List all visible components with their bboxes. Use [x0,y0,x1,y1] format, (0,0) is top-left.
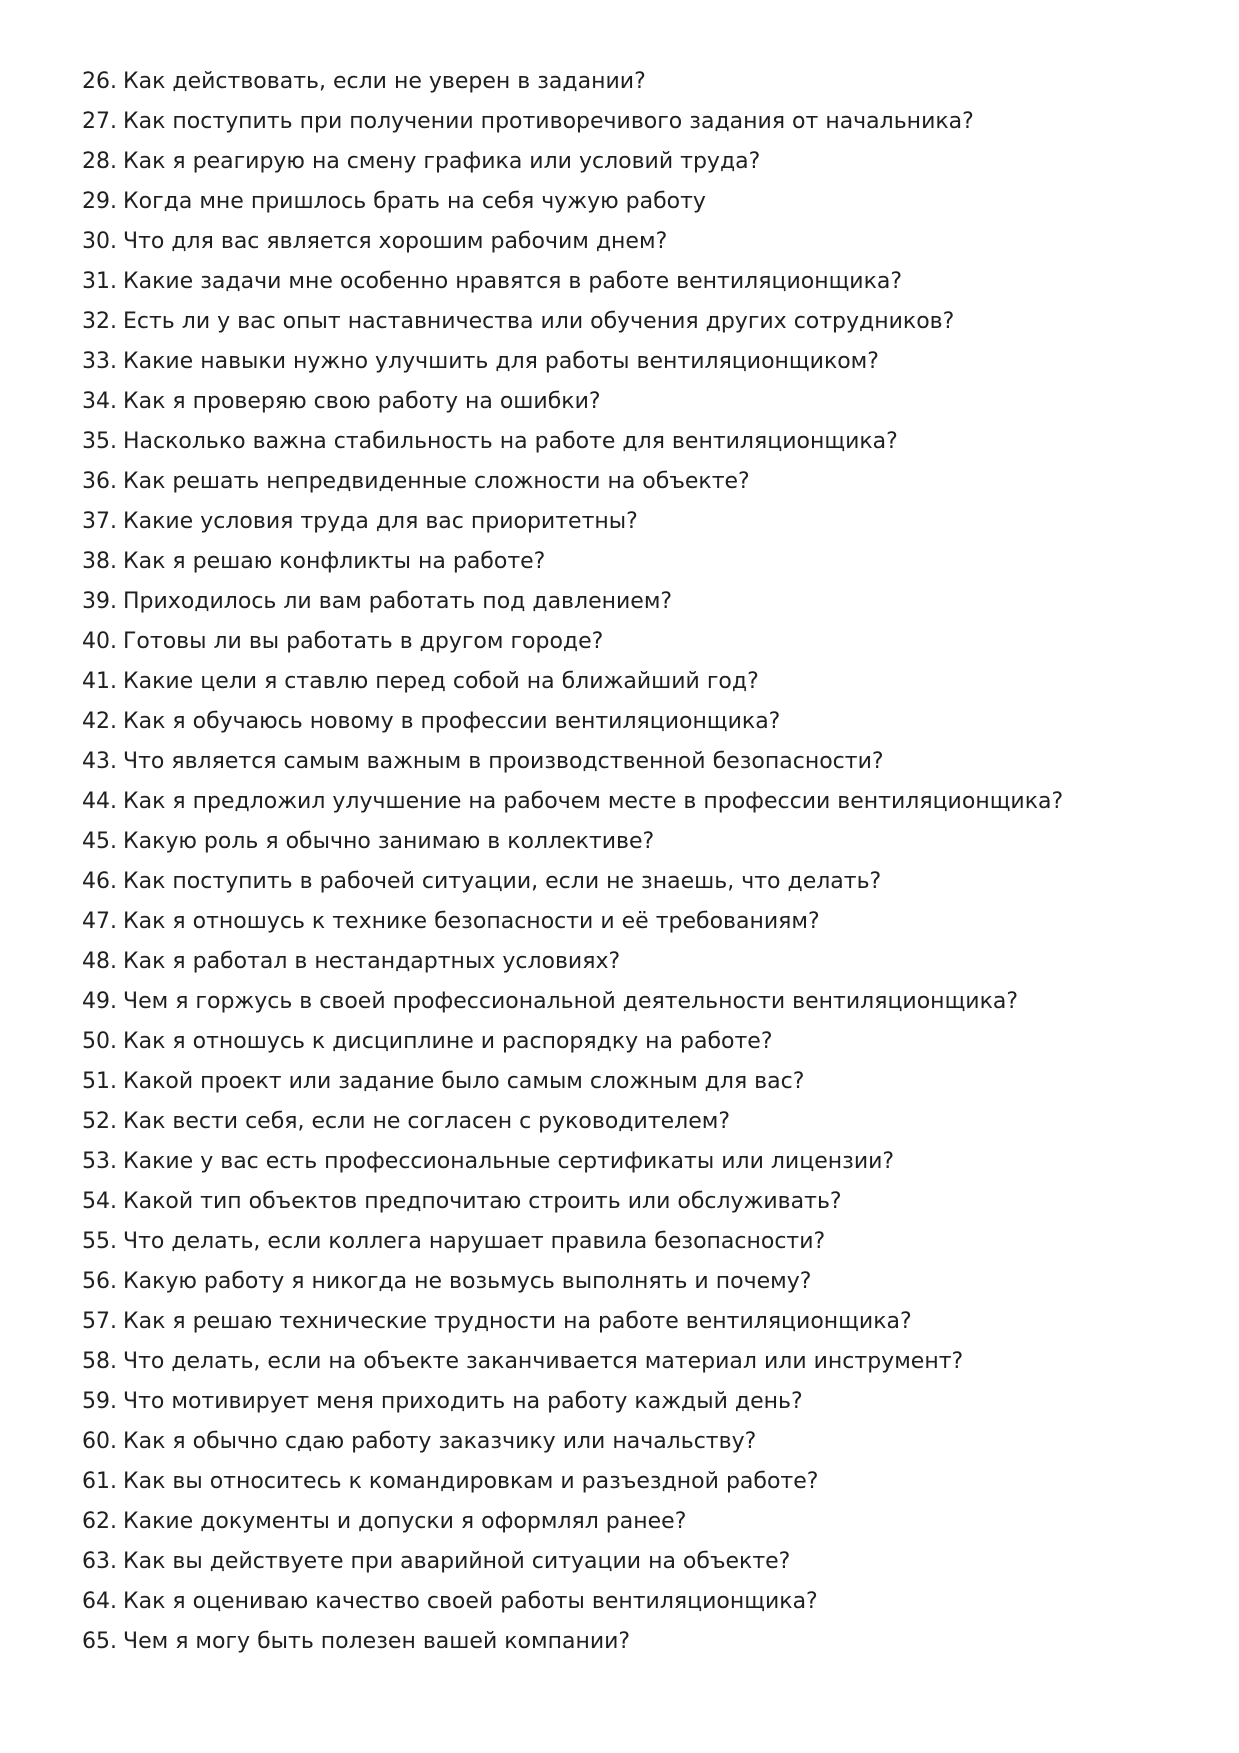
question-number: 44. [82,789,117,814]
question-item [82,542,1202,582]
question-number: 35. [82,429,117,454]
question-text: Как я отношусь к технике безопасности и её требованиям? [123,909,820,934]
question-number: 37. [82,509,117,534]
question-item [82,902,1202,942]
question-item [82,222,1202,262]
question-number: 32. [82,309,117,334]
question-number: 41. [82,669,117,694]
question-item [82,1142,1202,1182]
question-item [82,822,1202,862]
question-item [82,422,1202,462]
question-number: 56. [82,1269,117,1294]
question-number: 45. [82,829,117,854]
question-item [82,262,1202,302]
question-number: 55. [82,1229,117,1254]
question-text: Как я решаю технические трудности на работе вентиляционщика? [123,1309,912,1334]
question-item [82,342,1202,382]
question-item [82,1502,1202,1542]
question-item [82,782,1202,822]
question-text: Когда мне пришлось брать на себя чужую работу [123,189,706,214]
question-item [82,742,1202,782]
question-number: 43. [82,749,117,774]
question-item [82,502,1202,542]
question-text: Как поступить в рабочей ситуации, если не знаешь, что делать? [123,869,882,894]
question-item [82,1622,1202,1662]
question-number: 60. [82,1429,117,1454]
question-item [82,62,1202,102]
question-text: Как я отношусь к дисциплине и распорядку на работе? [123,1029,773,1054]
question-item [82,382,1202,422]
question-text: Какие у вас есть профессиональные сертификаты или лицензии? [123,1149,895,1174]
question-text: Какие навыки нужно улучшить для работы вентиляционщиком? [123,349,879,374]
question-item [82,982,1202,1022]
question-text: Насколько важна стабильность на работе для вентиляционщика? [123,429,898,454]
question-text: Что является самым важным в производственной безопасности? [123,749,884,774]
question-text: Как вести себя, если не согласен с руководителем? [123,1109,731,1134]
question-text: Как я проверяю свою работу на ошибки? [123,389,601,414]
question-item [82,942,1202,982]
question-text: Как я реагирую на смену графика или условий труда? [123,149,761,174]
question-number: 42. [82,709,117,734]
question-item [82,1462,1202,1502]
question-number: 53. [82,1149,117,1174]
question-item [82,142,1202,182]
question-item [82,182,1202,222]
question-number: 64. [82,1589,117,1614]
question-number: 30. [82,229,117,254]
question-text: Чем я горжусь в своей профессиональной деятельности вентиляционщика? [123,989,1019,1014]
question-item [82,1302,1202,1342]
question-text: Что для вас является хорошим рабочим днем? [123,229,668,254]
question-text: Как я решаю конфликты на работе? [123,549,546,574]
question-number: 39. [82,589,117,614]
question-number: 36. [82,469,117,494]
question-item [82,1382,1202,1422]
question-text: Как вы относитесь к командировкам и разъездной работе? [123,1469,819,1494]
question-number: 47. [82,909,117,934]
question-text: Какие задачи мне особенно нравятся в работе вентиляционщика? [123,269,903,294]
question-item [82,702,1202,742]
question-number: 57. [82,1309,117,1334]
question-text: Как я обычно сдаю работу заказчику или начальству? [123,1429,757,1454]
question-number: 40. [82,629,117,654]
question-number: 61. [82,1469,117,1494]
question-number: 59. [82,1389,117,1414]
question-item [82,462,1202,502]
question-item [82,862,1202,902]
question-text: Как я работал в нестандартных условиях? [123,949,621,974]
question-text: Как поступить при получении противоречивого задания от начальника? [123,109,974,134]
question-text: Какие цели я ставлю перед собой на ближайший год? [123,669,759,694]
question-item [82,1342,1202,1382]
question-number: 49. [82,989,117,1014]
question-item [82,582,1202,622]
question-text: Что делать, если на объекте заканчивается материал или инструмент? [123,1349,964,1374]
question-number: 58. [82,1349,117,1374]
question-number: 50. [82,1029,117,1054]
question-item [82,1222,1202,1262]
question-text: Как я оцениваю качество своей работы вентиляционщика? [123,1589,818,1614]
question-item [82,1262,1202,1302]
question-item [82,1542,1202,1582]
question-number: 62. [82,1509,117,1534]
question-item [82,1582,1202,1622]
question-text: Какую работу я никогда не возьмусь выполнять и почему? [123,1269,812,1294]
question-number: 27. [82,109,117,134]
question-text: Есть ли у вас опыт наставничества или обучения других сотрудников? [123,309,955,334]
question-number: 54. [82,1189,117,1214]
question-number: 63. [82,1549,117,1574]
question-number: 31. [82,269,117,294]
question-text: Какой проект или задание было самым сложным для вас? [123,1069,805,1094]
question-text: Как решать непредвиденные сложности на объекте? [123,469,750,494]
question-item [82,1182,1202,1222]
question-text: Какие документы и допуски я оформлял ранее? [123,1509,687,1534]
question-list [82,62,1202,1662]
question-item [82,1022,1202,1062]
question-item [82,1102,1202,1142]
question-text: Как я предложил улучшение на рабочем месте в профессии вентиляционщика? [123,789,1064,814]
question-number: 52. [82,1109,117,1134]
question-number: 51. [82,1069,117,1094]
question-number: 29. [82,189,117,214]
question-number: 46. [82,869,117,894]
question-text: Что мотивирует меня приходить на работу каждый день? [123,1389,803,1414]
question-item [82,302,1202,342]
question-item [82,1062,1202,1102]
question-number: 34. [82,389,117,414]
question-number: 65. [82,1629,117,1654]
question-text: Что делать, если коллега нарушает правила безопасности? [123,1229,826,1254]
question-text: Чем я могу быть полезен вашей компании? [123,1629,631,1654]
question-item [82,662,1202,702]
question-item [82,102,1202,142]
question-text: Какую роль я обычно занимаю в коллективе? [123,829,655,854]
question-text: Как действовать, если не уверен в задании? [123,69,646,94]
question-text: Готовы ли вы работать в другом городе? [123,629,604,654]
question-item [82,622,1202,662]
question-text: Какие условия труда для вас приоритетны? [123,509,638,534]
question-text: Приходилось ли вам работать под давлением? [123,589,673,614]
question-text: Какой тип объектов предпочитаю строить или обслуживать? [123,1189,842,1214]
question-number: 33. [82,349,117,374]
question-number: 38. [82,549,117,574]
question-number: 28. [82,149,117,174]
question-item [82,1422,1202,1462]
question-number: 26. [82,69,117,94]
question-number: 48. [82,949,117,974]
question-text: Как я обучаюсь новому в профессии вентиляционщика? [123,709,781,734]
question-text: Как вы действуете при аварийной ситуации на объекте? [123,1549,791,1574]
